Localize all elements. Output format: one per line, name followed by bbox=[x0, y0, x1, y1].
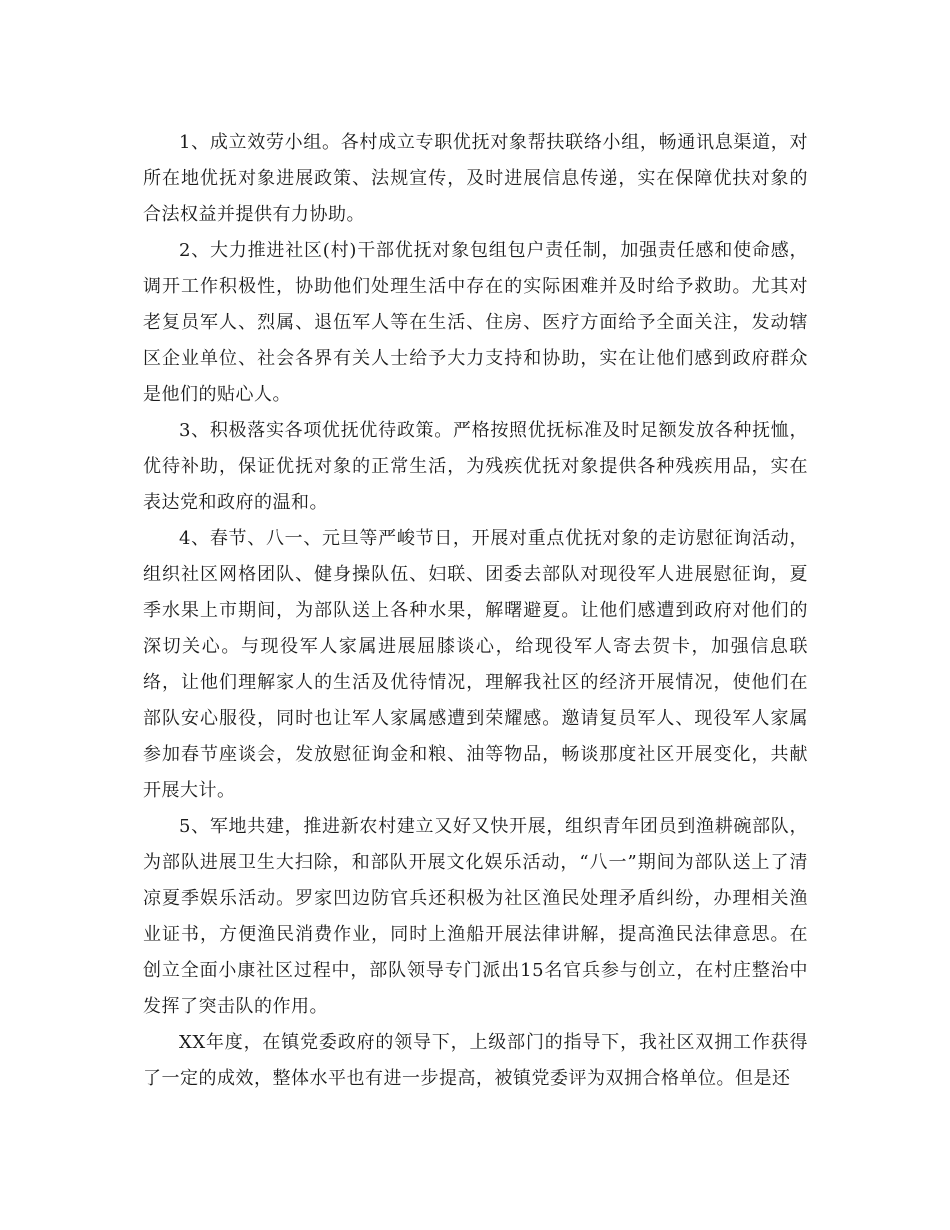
paragraph-2: 2、大力推进社区(村)干部优抚对象包组包户责任制，加强责任感和使命感，调开工作积极性，协助他们处理生活中存在的实际困难并及时给予救助。尤其对老复员军人、烈属、退伍军人等在生活、住房、医疗方面给予全面关注，发动辖区企业单位、社会各界有关人士给予大力支持和协助，实在让他们感到政府群众是他们的贴心人。 bbox=[143, 240, 808, 405]
paragraph-1: 1、成立效劳小组。各村成立专职优抚对象帮扶联络小组，畅通讯息渠道，对所在地优抚对象进展政策、法规宣传，及时进展信息传递，实在保障优扶对象的合法权益并提供有力协助。 bbox=[143, 132, 808, 225]
paragraph-3: 3、积极落实各项优抚优待政策。严格按照优抚标准及时足额发放各种抚恤，优待补助，保证优抚对象的正常生活，为残疾优抚对象提供各种残疾用品，实在表达党和政府的温和。 bbox=[143, 420, 808, 513]
paragraph-4: 4、春节、八一、元旦等严峻节日，开展对重点优抚对象的走访慰征询活动，组织社区网格团队、健身操队伍、妇联、团委去部队对现役军人进展慰征询，夏季水果上市期间，为部队送上各种水果，解曙避夏。让他们感遭到政府对他们的深切关心。与现役军人家属进展屈膝谈心，给现役军人寄去贺卡，加强信息联络，让他们理解家人的生活及优待情况，理解我社区的经济开展情况，使他们在部队安心服役，同时也让军人家属感遭到荣耀感。邀请复员军人、现役军人家属参加春节座谈会，发放慰征询金和粮、油等物品，畅谈那度社区开展变化，共献开展大计。 bbox=[143, 528, 808, 801]
paragraph-5: 5、军地共建，推进新农村建立又好又快开展，组织青年团员到渔耕碗部队，为部队进展卫生大扫除，和部队开展文化娱乐活动，“八一”期间为部队送上了清凉夏季娱乐活动。罗家凹边防官兵还积极为社区渔民处理矛盾纠纷，办理相关渔业证书，方便渔民消费作业，同时上渔船开展法律讲解，提高渔民法律意思。在创立全面小康社区过程中，部队领导专门派出15名官兵参与创立，在村庄整治中发挥了突击队的作用。 bbox=[143, 816, 808, 1017]
paragraph-6: XX年度，在镇党委政府的领导下，上级部门的指导下，我社区双拥工作获得了一定的成效，整体水平也有进一步提高，被镇党委评为双拥合格单位。但是还 bbox=[143, 1032, 808, 1089]
document-body bbox=[143, 125, 808, 1097]
